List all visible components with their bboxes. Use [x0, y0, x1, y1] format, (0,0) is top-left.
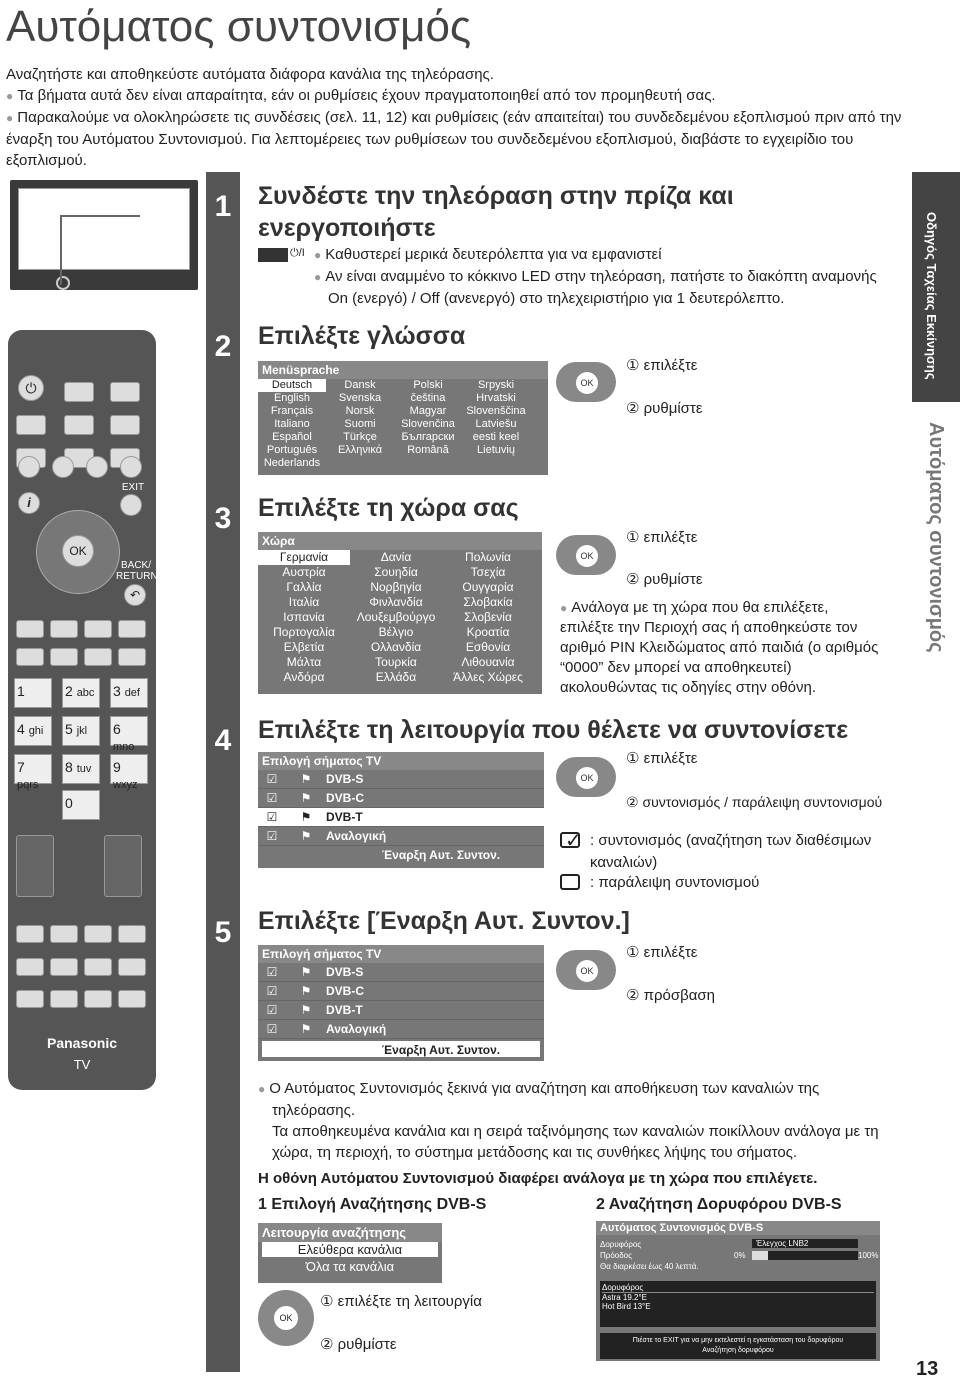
language-table	[258, 379, 530, 470]
ok-pad	[556, 757, 616, 797]
checkbox-icon: ☑	[266, 829, 278, 843]
start-autotune[interactable]: Έναρξη Αυτ. Συντον.	[262, 1041, 540, 1057]
country-option[interactable]: Λουξεμβούργο	[356, 610, 436, 624]
step2-select: ① επιλέξτε	[626, 357, 698, 374]
language-menu	[258, 361, 548, 475]
remote-button[interactable]	[84, 925, 112, 943]
step2-set: ② ρυθμίστε	[626, 400, 703, 417]
country-option[interactable]: Ελλάδα	[375, 670, 417, 684]
language-option[interactable]: Hrvatski	[476, 392, 516, 404]
signal-label: DVB-C	[326, 791, 364, 805]
ok-icon: OK	[576, 767, 598, 789]
signal-row[interactable]	[258, 963, 544, 982]
step-number: 2	[214, 330, 232, 363]
remote-button[interactable]	[16, 990, 44, 1008]
signal-menu-4	[258, 752, 544, 868]
checkbox-icon: ☑	[266, 791, 278, 805]
signal-label: DVB-T	[326, 810, 363, 824]
country-option[interactable]: Ισπανία	[283, 610, 325, 624]
remote-button[interactable]	[50, 990, 78, 1008]
remote-button[interactable]	[16, 648, 44, 666]
callout-line	[60, 215, 140, 285]
ok-pad	[258, 1290, 314, 1346]
key-4[interactable]: 4 ghi	[14, 716, 52, 746]
country-option[interactable]: Μάλτα	[286, 655, 322, 669]
sat-value: Έλεγχος LNB2	[752, 1239, 858, 1248]
language-option[interactable]	[462, 457, 530, 470]
country-option[interactable]: Δανία	[380, 550, 412, 564]
key-6[interactable]: 6 mno	[110, 716, 148, 746]
language-option[interactable]: Norsk	[345, 405, 375, 417]
signal-row[interactable]	[258, 808, 544, 827]
exit-hint: Πιέστε το EXIT για να μην εκτελεστεί η εγκατάσταση του δορυφόρου	[632, 1337, 844, 1344]
page-title: Αυτόματος συντονισμός	[6, 2, 472, 51]
country-option[interactable]: Λιθουανία	[461, 655, 515, 669]
intro	[6, 64, 906, 171]
checkbox-icon: ☑	[266, 984, 278, 998]
step3-select: ① επιλέξτε	[626, 529, 698, 546]
unchecked-box-icon	[560, 874, 580, 890]
step2-header: Επιλέξτε γλώσσα	[258, 322, 466, 350]
step1-notes	[314, 244, 899, 309]
country-option[interactable]: Γαλλία	[286, 580, 322, 594]
signal-label: DVB-S	[326, 772, 364, 786]
remote-button[interactable]	[110, 415, 140, 435]
step3-set: ② ρυθμίστε	[626, 571, 703, 588]
step5-access: ② πρόσβαση	[626, 987, 715, 1004]
signal-icon: ⚑	[300, 829, 312, 843]
language-option[interactable]: Svenska	[338, 392, 382, 404]
remote-button[interactable]	[50, 958, 78, 976]
language-option[interactable]: Português	[266, 444, 318, 456]
sat-search-status: Αναζήτηση δορυφόρου	[702, 1347, 774, 1354]
bottom-notes	[258, 1078, 898, 1163]
language-option[interactable]: English	[273, 392, 311, 404]
signal-rows	[258, 963, 544, 1039]
sat-item: Hot Bird 13°E	[602, 1302, 651, 1311]
signal-menu-title: Επιλογή σήματος TV	[258, 752, 544, 770]
step4-select: ① επιλέξτε	[626, 750, 698, 767]
back-return-button[interactable]: ↶	[124, 584, 146, 606]
step1-note-1: ● Καθυστερεί μερικά δευτερόλεπτα για να εμφανιστεί	[314, 244, 899, 266]
signal-row[interactable]	[258, 789, 544, 808]
signal-rows	[258, 770, 544, 846]
search-mode-title: Λειτουργία αναζήτησης	[258, 1223, 442, 1242]
remote-button[interactable]	[84, 990, 112, 1008]
step5-select: ① επιλέξτε	[626, 944, 698, 961]
progress-fill	[752, 1251, 768, 1260]
power-button[interactable]: ⏻	[18, 375, 44, 401]
progress-label: Πρόοδος	[600, 1251, 632, 1260]
info-button[interactable]: i	[18, 492, 40, 514]
dvbs-search-header: 1 Επιλογή Αναζήτησης DVB-S	[258, 1196, 487, 1213]
signal-label: DVB-C	[326, 984, 364, 998]
step4-header: Επιλέξτε τη λειτουργία που θέλετε να συντονίσετε	[258, 716, 849, 744]
key-0[interactable]: 0	[62, 790, 100, 820]
tv-label: TV	[73, 1057, 91, 1072]
remote-button[interactable]	[64, 415, 94, 435]
page-number: 13	[916, 1358, 939, 1380]
ok-pad	[556, 362, 616, 402]
language-option[interactable]: Nederlands	[263, 457, 321, 469]
remote-button[interactable]	[118, 925, 146, 943]
key-8[interactable]: 8 tuv	[62, 754, 100, 784]
language-option[interactable]: Deutsch	[258, 379, 326, 392]
search-mode-option[interactable]: Όλα τα κανάλια	[305, 1259, 395, 1274]
search-mode-select: ① επιλέξτε τη λειτουργία	[320, 1293, 482, 1310]
intro-bullet-1: ● Τα βήματα αυτά δεν είναι απαραίτητα, εάν οι ρυθμίσεις έχουν πραγματοποιηθεί από τον προμηθευτή σας.	[6, 85, 906, 107]
signal-row[interactable]	[258, 982, 544, 1001]
language-option[interactable]: Lietuvių	[477, 444, 515, 456]
remote-button[interactable]	[84, 648, 112, 666]
country-option[interactable]: Γερμανία	[258, 550, 350, 565]
signal-label: Αναλογική	[326, 829, 387, 843]
ok-pad	[556, 950, 616, 990]
intro-line: Αναζητήστε και αποθηκεύστε αυτόματα διάφορα κανάλια της τηλεόρασης.	[6, 66, 494, 83]
signal-icon: ⚑	[300, 984, 312, 998]
intro-bullet-2: ● Παρακαλούμε να ολοκληρώσετε τις συνδέσεις (σελ. 11, 12) και ρυθμίσεις (εάν απαιτείται) του συνδεδεμένου εξοπλισμού πριν από την έναρξη του Αυτόματου Συντονισμού. Για λεπτομέρειες των ρυθμίσεων του συνδεδεμένου εξοπλισμού, διαβάστε το εγχειρίδιο του εξοπλισμού.	[6, 107, 906, 171]
language-option[interactable]: Español	[272, 431, 312, 443]
language-option[interactable]: eesti keel	[472, 431, 520, 443]
channel-rocker[interactable]	[104, 835, 142, 897]
key-9[interactable]: 9 wxyz	[110, 754, 148, 784]
key-1[interactable]: 1	[14, 678, 52, 708]
language-option[interactable]: Italiano	[274, 418, 310, 430]
country-option[interactable]: Τουρκία	[375, 655, 417, 669]
dvbs-sat-header: 2 Αναζήτηση Δορυφόρου DVB-S	[596, 1196, 842, 1213]
language-menu-title: Menüsprache	[258, 361, 548, 379]
step5-header: Επιλέξτε [Έναρξη Αυτ. Συντον.]	[258, 907, 630, 935]
country-option[interactable]: Σλοβακία	[463, 595, 513, 609]
legend-unchecked: : παράλειψη συντονισμού	[590, 874, 760, 891]
signal-icon: ⚑	[300, 1022, 312, 1036]
step-number: 5	[214, 916, 232, 949]
checkbox-icon: ☑	[266, 810, 278, 824]
power-switch-label: ⏻/I	[290, 247, 305, 259]
signal-menu-5	[258, 945, 544, 1061]
checkbox-icon: ☑	[266, 1022, 278, 1036]
language-option[interactable]: Slovenščina	[466, 405, 526, 417]
bottom-bold: Η οθόνη Αυτόματου Συντονισμού διαφέρει ανάλογα με τη χώρα που επιλέγετε.	[258, 1170, 818, 1187]
country-option[interactable]: Σλοβενία	[464, 610, 512, 624]
search-mode-menu	[258, 1223, 442, 1283]
color-button[interactable]	[50, 620, 78, 638]
remote-button[interactable]	[64, 382, 94, 402]
sat-item: Astra 19.2°E	[602, 1293, 647, 1302]
sat-label: Δορυφόρος	[600, 1240, 642, 1249]
remote-button[interactable]	[18, 456, 40, 478]
sidebar	[912, 172, 960, 1372]
signal-label: Αναλογική	[326, 1022, 387, 1036]
country-option[interactable]: Ελβετία	[283, 640, 325, 654]
country-option[interactable]: Σουηδία	[374, 565, 418, 579]
ok-icon: OK	[576, 545, 598, 567]
language-option[interactable]: Polski	[413, 379, 443, 391]
remote-button[interactable]	[118, 648, 146, 666]
language-option[interactable]: Dansk	[344, 379, 376, 391]
search-mode-option[interactable]: Ελεύθερα κανάλια	[262, 1242, 438, 1257]
step3-header: Επιλέξτε τη χώρα σας	[258, 494, 519, 522]
country-option[interactable]: Φινλανδία	[369, 595, 423, 609]
wait-text: Θα διαρκέσει έως 40 λεπτά.	[600, 1262, 699, 1271]
sidebar-dark-tab	[912, 172, 960, 402]
sat-footer	[600, 1333, 876, 1359]
brand-logo: Panasonic	[46, 1035, 118, 1051]
start-autotune[interactable]: Έναρξη Αυτ. Συντον.	[381, 848, 501, 862]
dvbs-screen-title: Αυτόματος Συντονισμός DVB-S	[596, 1221, 880, 1235]
language-option[interactable]: Srpyski	[477, 379, 515, 391]
signal-row[interactable]	[258, 770, 544, 789]
language-option[interactable]	[326, 457, 394, 470]
legend-checked: : συντονισμός (αναζήτηση των διαθέσιμων καναλιών)	[590, 832, 872, 871]
country-option[interactable]: Πορτογαλία	[273, 625, 335, 639]
step4-tune: ② συντονισμός / παράλειψη συντονισμού	[626, 794, 883, 810]
country-option[interactable]: Ιταλία	[288, 595, 320, 609]
exit-button[interactable]	[120, 494, 142, 516]
step-number: 1	[214, 190, 232, 223]
remote-button[interactable]	[118, 958, 146, 976]
language-option[interactable]: Magyar	[409, 405, 447, 417]
volume-rocker[interactable]	[16, 835, 54, 897]
remote-control	[8, 330, 156, 1090]
remote-button[interactable]	[52, 456, 74, 478]
back-return-label: BACK/ RETURN	[116, 560, 158, 582]
bottom-note-1: ● Ο Αυτόματος Συντονισμός ξεκινά για αναζήτηση και αποθήκευση των καναλιών της τηλεόρασης.	[258, 1078, 898, 1121]
ok-icon: OK	[576, 960, 598, 982]
country-option[interactable]: Άλλες Χώρες	[453, 670, 523, 684]
country-option[interactable]: Τσεχία	[470, 565, 506, 579]
signal-icon: ⚑	[300, 965, 312, 979]
remote-button[interactable]	[84, 958, 112, 976]
signal-icon: ⚑	[300, 772, 312, 786]
sidebar-topic-label: Αυτόματος συντονισμός	[925, 422, 947, 653]
progress-end: 100%	[858, 1251, 879, 1260]
sat-list-header: Δορυφόρος	[602, 1283, 874, 1293]
checked-box-icon: ✓	[560, 832, 580, 848]
signal-icon: ⚑	[300, 810, 312, 824]
sidebar-section-label: Οδηγός Ταχείας Εκκίνησης	[924, 212, 939, 380]
bottom-note-2: Τα αποθηκευμένα κανάλια και η σειρά ταξινόμησης των καναλιών ποικίλλουν ανάλογα με τη χώρα, τη περιοχή, το σύστημα μετάδοσης και τις συνθήκες λήψης του σήματος.	[272, 1123, 879, 1161]
color-button[interactable]	[84, 620, 112, 638]
language-option[interactable]: Ελληνικά	[337, 444, 383, 456]
language-option[interactable]: čeština	[410, 392, 446, 404]
remote-button[interactable]	[86, 456, 108, 478]
signal-label: DVB-T	[326, 1003, 363, 1017]
step3-note: ● Ανάλογα με τη χώρα που θα επιλέξετε, επιλέξτε την Περιοχή σας ή αποθηκεύστε τον αριθμό PIN Κλειδώματος από παιδιά (ο αριθμός “0000” δεν μπορεί να αποθηκευτεί) ακολουθώντας τις οδηγίες στην οθόνη.	[560, 598, 880, 698]
step1-note-2: ● Αν είναι αναμμένο το κόκκινο LED στην τηλεόραση, πατήστε το διακόπτη αναμονής On (ενεργό) / Off (ανενεργό) στο τηλεχειριστήριο για 1 δευτερόλεπτο.	[314, 266, 899, 309]
ok-button[interactable]: OK	[62, 535, 94, 567]
country-option[interactable]: Ανδόρα	[283, 670, 325, 684]
country-option[interactable]: Εσθονία	[465, 640, 511, 654]
key-5[interactable]: 5 jkl	[62, 716, 100, 746]
remote-button[interactable]	[118, 990, 146, 1008]
checkbox-icon: ☑	[266, 965, 278, 979]
key-7[interactable]: 7 pqrs	[14, 754, 52, 784]
country-option[interactable]: Ουγγαρία	[462, 580, 514, 594]
country-option[interactable]: Βέλγιο	[378, 625, 414, 639]
step-number: 4	[214, 724, 232, 757]
signal-row[interactable]	[258, 1020, 544, 1039]
country-option[interactable]: Κροατία	[466, 625, 510, 639]
signal-row[interactable]	[258, 1001, 544, 1020]
power-switch-icon	[258, 248, 288, 262]
remote-button[interactable]	[16, 958, 44, 976]
country-menu	[258, 532, 542, 694]
signal-label: DVB-S	[326, 965, 364, 979]
language-option[interactable]: Suomi	[344, 418, 376, 430]
signal-icon: ⚑	[300, 791, 312, 805]
signal-icon: ⚑	[300, 1003, 312, 1017]
key-3[interactable]: 3 def	[110, 678, 148, 708]
language-option[interactable]: Français	[270, 405, 314, 417]
checkbox-icon: ☑	[266, 772, 278, 786]
sat-list	[600, 1281, 876, 1327]
remote-button[interactable]	[50, 925, 78, 943]
step-column	[206, 172, 240, 1372]
step-number: 3	[214, 502, 232, 535]
country-menu-title: Χώρα	[258, 532, 542, 550]
color-button[interactable]	[118, 620, 146, 638]
language-option[interactable]: Latviešu	[475, 418, 517, 430]
color-button[interactable]	[16, 620, 44, 638]
country-option[interactable]: Αυστρία	[282, 565, 326, 579]
ok-pad	[556, 535, 616, 575]
remote-button[interactable]	[16, 925, 44, 943]
country-option[interactable]: Ολλανδία	[370, 640, 422, 654]
signal-menu-title: Επιλογή σήματος TV	[258, 945, 544, 963]
language-option[interactable]: Български	[401, 431, 455, 443]
country-option[interactable]: Νορβηγία	[370, 580, 422, 594]
checkbox-icon: ☑	[266, 1003, 278, 1017]
remote-button[interactable]	[120, 456, 142, 478]
progress-start: 0%	[734, 1251, 746, 1260]
dvbs-progress-screen	[596, 1221, 880, 1361]
step1-header: Συνδέστε την τηλεόραση στην πρίζα και ενεργοποιήστε	[258, 182, 734, 242]
exit-label: EXIT	[121, 482, 145, 493]
key-2[interactable]: 2 abc	[62, 678, 100, 708]
language-option[interactable]	[394, 457, 462, 470]
language-option[interactable]: Română	[407, 444, 449, 456]
ok-icon: OK	[576, 372, 598, 394]
country-table	[258, 550, 534, 685]
remote-button[interactable]	[50, 648, 78, 666]
remote-button[interactable]	[16, 415, 46, 435]
language-option[interactable]: Slovenčina	[401, 418, 455, 430]
language-option[interactable]: Türkçe	[343, 431, 377, 443]
ok-icon: OK	[274, 1306, 298, 1330]
search-mode-set: ② ρυθμίστε	[320, 1336, 397, 1353]
signal-row[interactable]	[258, 827, 544, 846]
progress-bar	[752, 1251, 858, 1260]
country-option[interactable]: Πολωνία	[465, 550, 511, 564]
remote-button[interactable]	[110, 382, 140, 402]
